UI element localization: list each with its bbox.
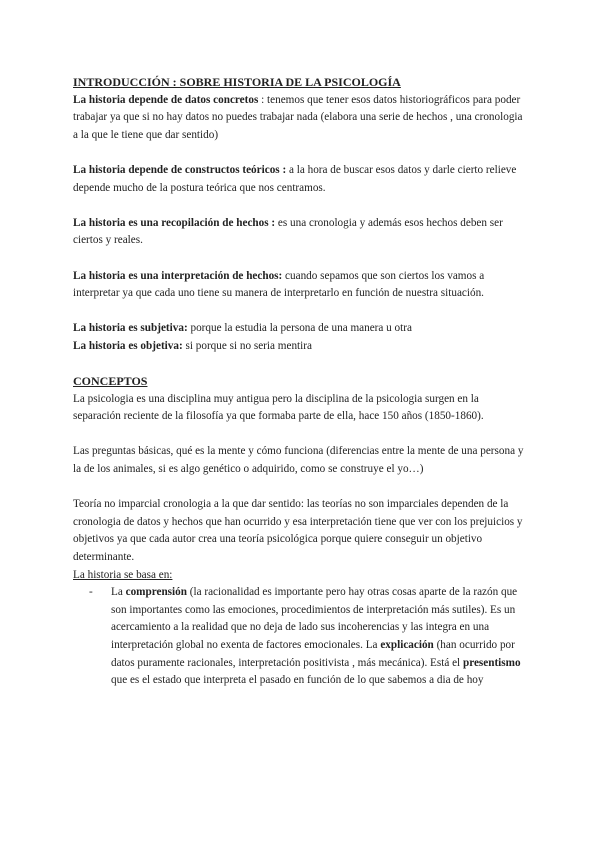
statement-4-text: cuando sepamos que son ciertos los vamos a interpretar ya que cada uno tiene su manera de interpretarlo en función de nuestra situación. xyxy=(73,269,485,300)
statement-5-bold: La historia es subjetiva: xyxy=(73,322,188,335)
statement-6-text: si porque si no seria mentira xyxy=(182,339,312,352)
explicacion-term: explicación xyxy=(380,639,434,651)
statement-2 xyxy=(73,162,525,197)
statement-6-bold: La historia es objetiva: xyxy=(73,339,183,352)
statement-3-text: es una cronologia y además esos hechos deben ser ciertos y reales. xyxy=(73,216,503,247)
statement-3 xyxy=(73,215,525,250)
statement-2-text: a la hora de buscar esos datos y darle cierto relieve depende mucho de la postura teórica que nos centramos. xyxy=(73,163,517,194)
basa-list xyxy=(73,584,525,690)
statement-2-bold: La historia depende de constructos teóricos : xyxy=(73,163,287,176)
statement-5 xyxy=(73,320,525,338)
dash-bullet: - xyxy=(89,586,93,599)
statement-3-bold: La historia es una recopilación de hechos : xyxy=(73,216,276,229)
comprension-term: comprensión xyxy=(125,586,187,599)
document-page xyxy=(73,74,525,690)
bullet-text-2: (la racionalidad es importante pero hay otras cosas aparte de la razón que son importantes como las emociones, procedimientos de interpretación más sutiles). Es un acercamiento a la realidad que no deja de lado sus incoherencias y las integra en una interpretación global no exenta de factores emocionales. La xyxy=(111,586,518,651)
statement-6 xyxy=(73,338,525,356)
basa-label: La historia se basa en: xyxy=(73,568,173,581)
statement-4-bold: La historia es una interpretación de hechos: xyxy=(73,269,283,282)
statement-5-text: porque la estudia la persona de una manera u otra xyxy=(187,322,412,335)
bullet-text-4: que es el estado que interpreta el pasado en función de lo que sabemos a dia de hoy xyxy=(111,674,484,687)
presentismo-term: presentismo xyxy=(462,656,521,669)
bullet-text-3: (han ocurrido por datos puramente racionales, interpretación positivista , más mecánica). Está el xyxy=(111,639,515,669)
conceptos-heading: CONCEPTOS xyxy=(73,374,148,389)
statement-4 xyxy=(73,268,525,303)
statement-1-text: : tenemos que tener esos datos historiográficos para poder trabajar ya que si no hay datos no puedes trabajar nada (elabora una serie de hechos , una cronologia a la que le tiene que dar sentido) xyxy=(73,93,523,141)
list-item xyxy=(73,584,525,690)
conceptos-paragraph-1: La psicologia es una disciplina muy antigua pero la disciplina de la psicologia surgen en la separación reciente de la filosofía ya que formaba parte de ella, hace 150 años (1850-1860). xyxy=(73,392,484,423)
statement-1-bold: La historia depende de datos concretos xyxy=(73,93,259,106)
conceptos-paragraph-2: Las preguntas básicas, qué es la mente y cómo funciona (diferencias entre la mente de una persona y la de los animales, si es algo genético o adquirido, como se construye el yo…) xyxy=(73,445,524,476)
conceptos-paragraph-3: Teoría no imparcial cronologia a la que dar sentido: las teorías no son imparciales dependen de la cronologia de datos y hechos que han ocurrido y esa interpretación tiene que ver con los prejuicios y objetivos ya que cada autor crea una teoría psicológica porque quiere conseguir un objetivo determinante. xyxy=(73,498,523,564)
statement-1 xyxy=(73,92,525,145)
bullet-text-1: La xyxy=(111,586,126,599)
intro-heading: INTRODUCCIÓN : SOBRE HISTORIA DE LA PSICOLOGÍA xyxy=(73,75,401,89)
